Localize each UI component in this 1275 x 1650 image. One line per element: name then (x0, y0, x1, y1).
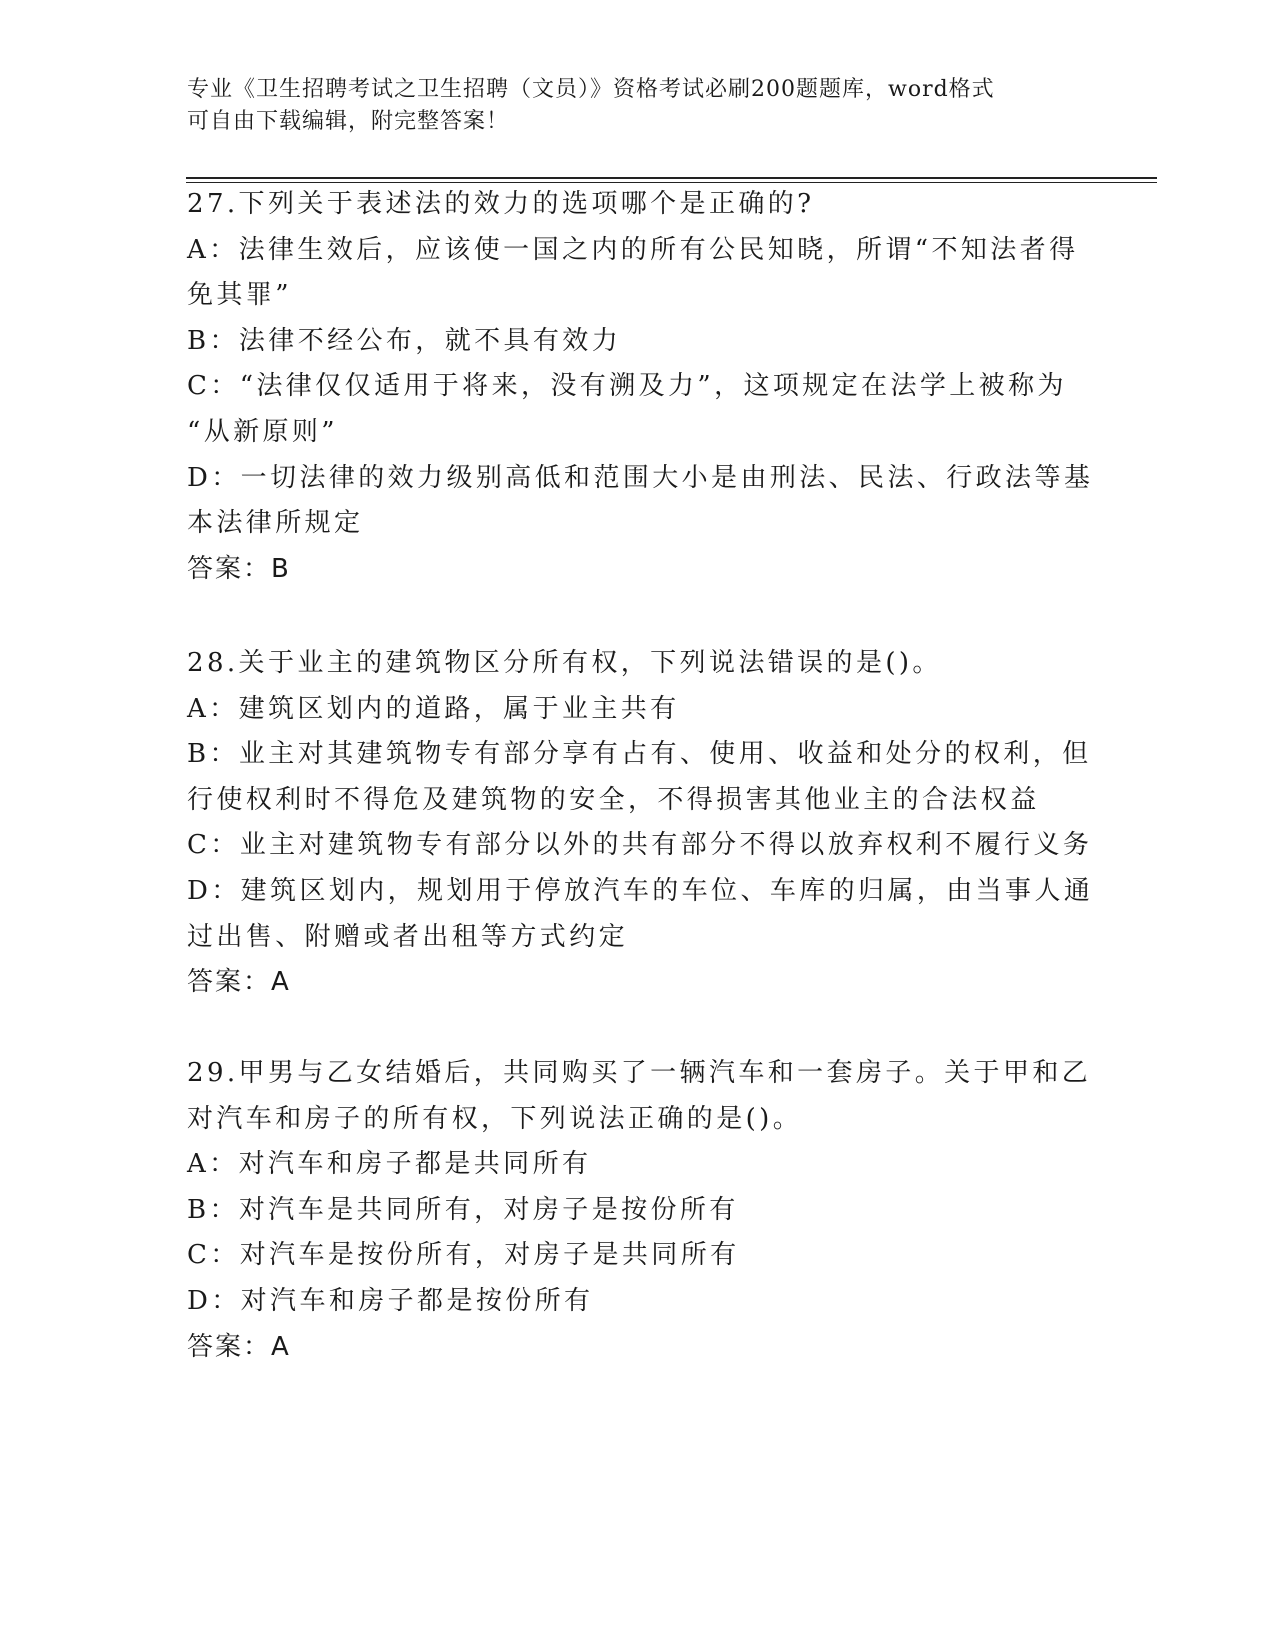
option-a: A：建筑区划内的道路，属于业主共有 (187, 693, 680, 724)
option-d: D：一切法律的效力级别高低和范围大小是由刑法、民法、行政法等基 (187, 462, 1094, 493)
option-a: A：对汽车和房子都是共同所有 (187, 1149, 592, 1180)
question-stem: 29.甲男与乙女结婚后，共同购买了一辆汽车和一套房子。关于甲和乙 (187, 1058, 1092, 1088)
header-line-2: 可自由下载编辑，附完整答案！ (187, 109, 510, 134)
option-a-cont: 免其罪” (187, 280, 292, 311)
option-c: C：对汽车是按份所有，对房子是共同所有 (187, 1240, 740, 1271)
answer: 答案：B (187, 553, 291, 584)
option-d: D：对汽车和房子都是按份所有 (187, 1285, 594, 1316)
question-28 (187, 641, 1094, 1006)
question-stem: 28.关于业主的建筑物区分所有权，下列说法错误的是()。 (187, 648, 942, 678)
question-stem: 27.下列关于表述法的效力的选项哪个是正确的? (187, 189, 815, 219)
option-c: C：业主对建筑物专有部分以外的共有部分不得以放弃权利不履行义务 (187, 830, 1093, 861)
header-line-1: 专业《卫生招聘考试之卫生招聘（文员）》资格考试必刷200题题库，word格式 (187, 77, 995, 102)
header-divider (186, 177, 1157, 179)
option-a: A：法律生效后，应该使一国之内的所有公民知晓，所谓“不知法者得 (187, 234, 1079, 265)
page-header (187, 74, 1067, 138)
question-stem-cont: 对汽车和房子的所有权，下列说法正确的是()。 (187, 1103, 803, 1134)
answer: 答案：A (187, 1331, 291, 1362)
option-b: B：对汽车是共同所有，对房子是按份所有 (187, 1194, 739, 1225)
answer: 答案：A (187, 967, 291, 998)
question-27 (187, 182, 1094, 592)
option-b: B：业主对其建筑物专有部分享有占有、使用、收益和处分的权利，但 (187, 739, 1092, 770)
option-b: B：法律不经公布，就不具有效力 (187, 325, 622, 356)
option-c-cont: “从新原则” (187, 416, 338, 447)
option-d-cont: 过出售、附赠或者出租等方式约定 (187, 921, 629, 952)
option-b-cont: 行使权利时不得危及建筑物的安全，不得损害其他业主的合法权益 (187, 784, 1040, 815)
option-d: D：建筑区划内，规划用于停放汽车的车位、车库的归属，由当事人通 (187, 875, 1094, 906)
option-c: C：“法律仅仅适用于将来，没有溯及力”，这项规定在法学上被称为 (187, 371, 1067, 402)
question-29 (187, 1051, 1092, 1370)
option-d-cont: 本法律所规定 (187, 508, 364, 539)
